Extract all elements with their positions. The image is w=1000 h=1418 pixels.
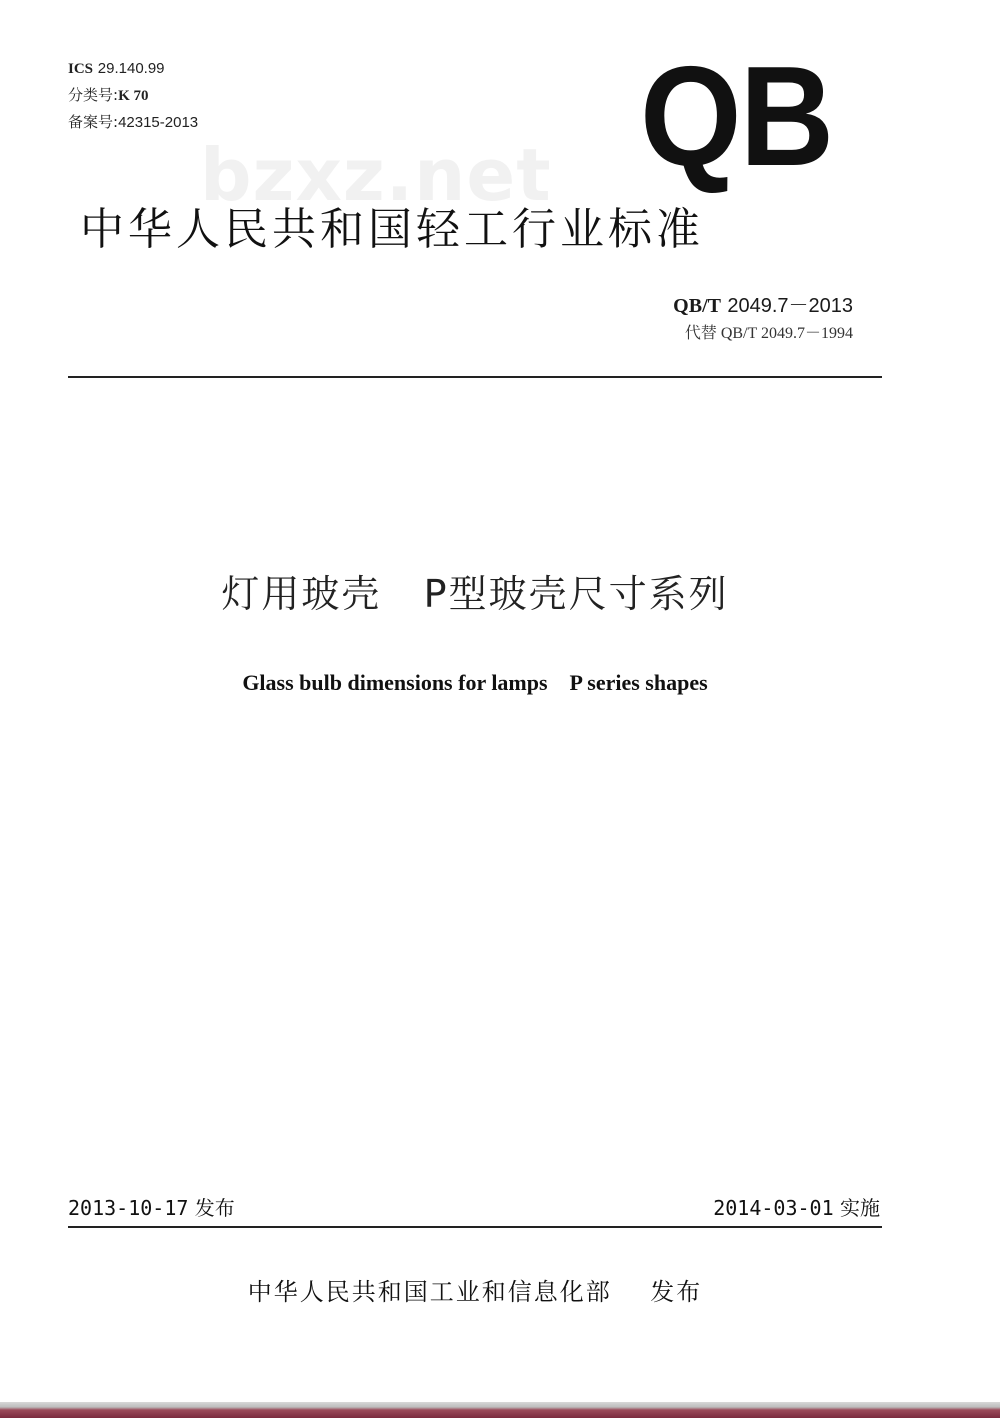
effective-date-label: 实施 [840, 1196, 880, 1220]
issue-date-label: 发布 [194, 1196, 235, 1220]
record-value: 42315-2013 [118, 114, 199, 131]
record-line [68, 112, 198, 133]
document-title-chinese: 灯用玻壳 P型玻壳尺寸系列 [221, 572, 729, 616]
standard-family-title: 中华人民共和国轻工行业标准 [80, 204, 704, 255]
top-divider [68, 376, 882, 378]
replaces-note: 代替 QB/T 2049.7－1994 [684, 325, 853, 342]
ics-label: ICS [68, 61, 94, 77]
ics-line [68, 58, 165, 79]
issuing-authority: 中华人民共和国工业和信息化部 发布 [247, 1278, 703, 1306]
qb-logo: QB [640, 37, 833, 196]
issue-date-value: 2013-10-17 [68, 1196, 189, 1220]
page-edge [0, 1402, 1000, 1418]
standard-code [673, 292, 853, 319]
classification-value: K 70 [118, 88, 149, 104]
effective-date [713, 1194, 880, 1222]
issue-date [68, 1194, 235, 1222]
record-label: 备案号: [68, 113, 119, 131]
document-title-english: Glass bulb dimensions for lamps P series shapes [242, 670, 708, 695]
classification-label: 分类号: [68, 86, 119, 104]
bottom-divider [68, 1226, 882, 1228]
standard-code-prefix: QB/T [673, 295, 721, 317]
ics-value: 29.140.99 [97, 60, 165, 77]
classification-line [68, 85, 148, 106]
standard-code-number: 2049.7－2013 [727, 295, 853, 317]
effective-date-value: 2014-03-01 [713, 1196, 834, 1220]
watermark: bzxz.net [200, 133, 552, 217]
